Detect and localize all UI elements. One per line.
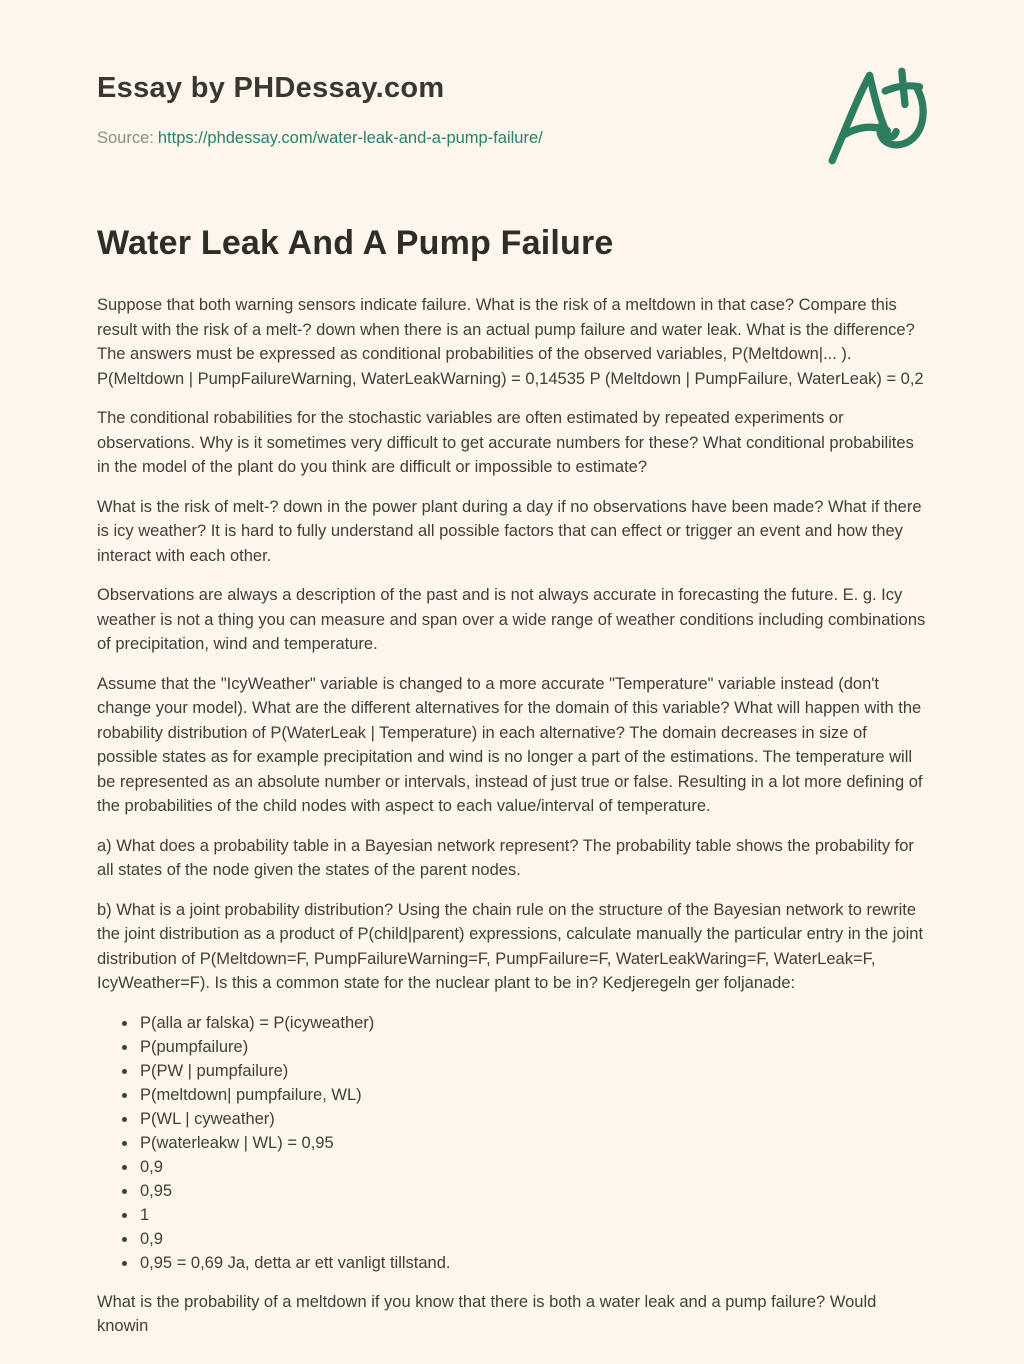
source-line xyxy=(97,129,928,148)
essay-paragraph: Assume that the "IcyWeather" variable is changed to a more accurate "Temperature" variable instead (don't change your model). What are the different alternatives for the domain of this variable? What will happen with the robability distribution of P(WaterLeak | Temperature) in each alternative? The domain decreases in size of possible states as for example precipitation and wind is no longer a part of the estimations. The temperature will be represented as an absolute number or intervals, instead of just true or false. Resulting in a lot more defining of the probabilities of the child nodes with aspect to each value/interval of temperature. xyxy=(97,674,923,815)
essay-paragraph: a) What does a probability table in a Bayesian network represent? The probability table shows the probability for all states of the node given the states of the parent nodes. xyxy=(97,836,914,879)
source-label: Source: xyxy=(97,129,154,147)
list-item: • 0,9 xyxy=(138,1155,928,1179)
essay-paragraph: b) What is a joint probability distribution? Using the chain rule on the structure of the Bayesian network to rewrite the joint distribution as a product of P(child|parent) expressions, calculate manually the particular entry in the joint distribution of P(Meltdown=F, PumpFailureWarning=F, PumpFailure=F, WaterLeakWaring=F, WaterLeak=F, IcyWeather=F). Is this a common state for the nuclear plant to be in? Kedjeregeln ger foljanade: xyxy=(97,900,924,992)
list-item: • 0,95 xyxy=(138,1179,928,1203)
list-item: • P(meltdown| pumpfailure, WL) xyxy=(138,1083,928,1107)
list-item: • 0,95 = 0,69 Ja, detta ar ett vanligt tillstand. xyxy=(138,1251,928,1275)
essay-paragraph: What is the risk of melt-? down in the power plant during a day if no observations have been made? What if there is icy weather? It is hard to fully understand all possible factors that can effect or trigger an event and how they interact with each other. xyxy=(97,497,922,565)
list-item: • P(PW | pumpfailure) xyxy=(138,1059,928,1083)
essay-title: Water Leak And A Pump Failure xyxy=(97,224,614,262)
list-item: • 1 xyxy=(138,1203,928,1227)
page-title: Essay by PHDessay.com xyxy=(97,72,445,104)
list-item: • 0,9 xyxy=(138,1227,928,1251)
probability-list xyxy=(97,1011,928,1275)
phdessay-a-plus-logo-icon xyxy=(828,62,932,172)
list-item: • P(waterleakw | WL) = 0,95 xyxy=(138,1131,928,1155)
source-link[interactable]: https://phdessay.com/water-leak-and-a-pump-failure/ xyxy=(157,129,543,147)
essay-paragraph: The conditional robabilities for the stochastic variables are often estimated by repeated experiments or observations. Why is it sometimes very difficult to get accurate numbers for these? What conditional probabilites in the model of the plant do you think are difficult or impossible to estimate? xyxy=(97,409,914,476)
list-item: • P(pumpfailure) xyxy=(138,1035,928,1059)
essay-paragraph: Observations are always a description of the past and is not always accurate in forecasting the future. E. g. Icy weather is not a thing you can measure and span over a wide range of weather conditions including combinations of precipitation, wind and temperature. xyxy=(97,586,926,653)
essay-body xyxy=(97,293,928,1339)
list-item: • P(WL | cyweather) xyxy=(138,1107,928,1131)
list-item: • P(alla ar falska) = P(icyweather) xyxy=(138,1011,928,1035)
essay-paragraph: Suppose that both warning sensors indicate failure. What is the risk of a meltdown in that case? Compare this result with the risk of a melt-? down when there is an actual pump failure and water leak. What is the difference? The answers must be expressed as conditional probabilities of the observed variables, P(Meltdown|... ). P(Meltdown | PumpFailureWarning, WaterLeakWarning) = 0,14535 P (Meltdown | PumpFailure, WaterLeak) = 0,2 xyxy=(97,296,924,388)
essay-closing-paragraph: What is the probability of a meltdown if you know that there is both a water leak and a pump failure? Would knowin xyxy=(97,1292,877,1335)
